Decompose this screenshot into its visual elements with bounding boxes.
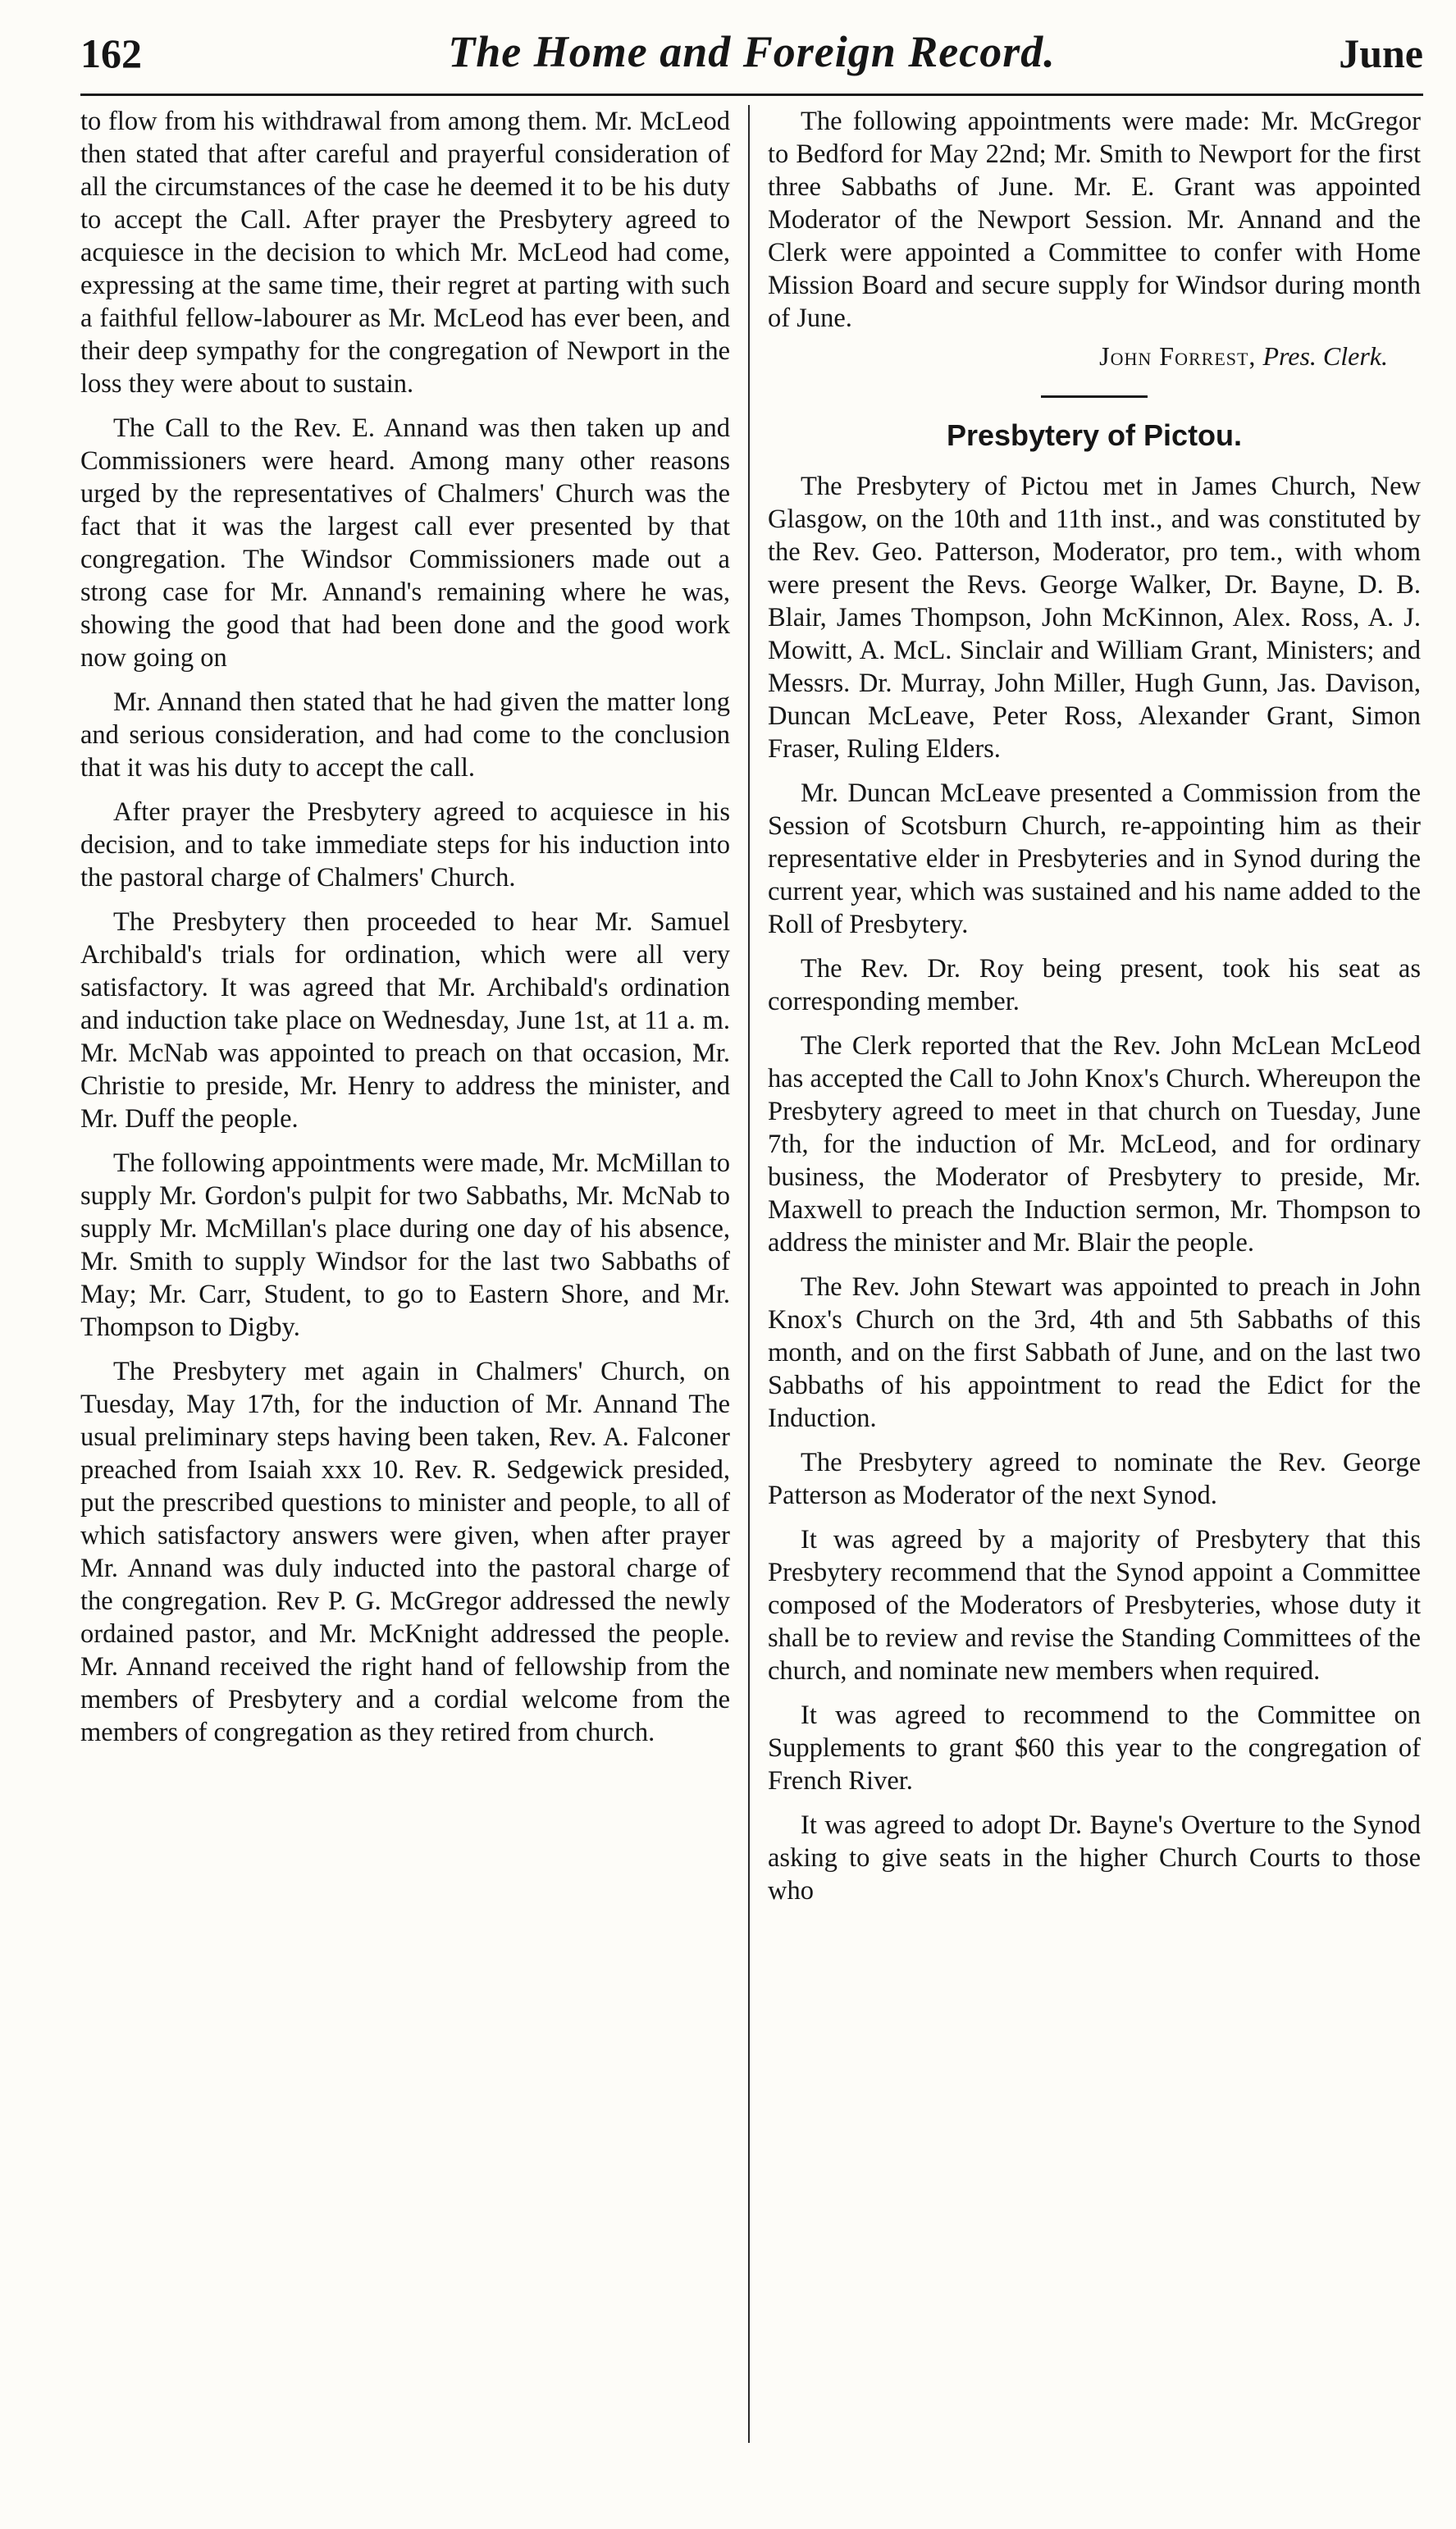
paragraph: After prayer the Presbytery agreed to acquiesce in his decision, and to take immediate steps for his induction into the pastoral charge of Chalmers' Church.: [80, 797, 730, 892]
paragraph: Mr. Duncan McLeave presented a Commission from the Session of Scotsburn Church, re-appointing him as their representative elder in Presbyteries and in Synod during the current year, which was sustained and his name added to the Roll of Presbytery.: [768, 778, 1421, 939]
signature-role: Pres. Clerk.: [1262, 341, 1388, 371]
section-heading: Presbytery of Pictou.: [946, 418, 1243, 452]
page-number: 162: [80, 30, 142, 76]
paragraph: It was agreed to recommend to the Committee on Supplements to grant $60 this year to the congregation of French River.: [768, 1700, 1421, 1796]
issue-month: June: [1339, 30, 1423, 76]
paragraph: The Presbytery met again in Chalmers' Church, on Tuesday, May 17th, for the induction of Mr. Annand The usual preliminary steps having been taken, Rev. A. Falconer preached from Isaiah xxx 10. Rev. R. Sedgewick presided, put the prescribed questions to minister and people, to all of which satisfactory answers were given, when after prayer Mr. Annand was duly inducted into the pastoral charge of the congregation. Rev P. G. McGregor addressed the newly ordained pastor, and Mr. McKnight addressed the people. Mr. Annand received the right hand of fellowship from the members of Presbytery and a cordial welcome from the members of congregation as they retired from church.: [80, 1357, 730, 1747]
paragraph: The Clerk reported that the Rev. John McLean McLeod has accepted the Call to John Knox's Church. Whereupon the Presbytery agreed to meet in that church on Tuesday, June 7th, for the induction of Mr. McLeod, and for ordinary business, the Moderator of Presbytery to preside, Mr. Maxwell to preach the Induction sermon, Mr. Thompson to address the minister and Mr. Blair the people.: [768, 1031, 1421, 1258]
paragraph: The Call to the Rev. E. Annand was then taken up and Commissioners were heard. Among many other reasons urged by the representatives of Chalmers' Church was the fact that it was the largest call ever presented by that congregation. The Windsor Commissioners made out a strong case for Mr. Annand's remaining where he was, showing the good that had been done and the good work now going on: [80, 413, 730, 673]
paragraph: The following appointments were made: Mr. McGregor to Bedford for May 22nd; Mr. Smith to Newport for the first three Sabbaths of June. Mr. E. Grant was appointed Moderator of the Newport Session. Mr. Annand and the Clerk were appointed a Committee to confer with Home Mission Board and secure supply for Windsor during month of June.: [768, 107, 1421, 333]
paragraph: The Presbytery agreed to nominate the Rev. George Patterson as Moderator of the next Synod.: [768, 1448, 1421, 1510]
signature: [768, 340, 1388, 372]
page-header: [80, 15, 1423, 96]
paragraph: The Presbytery of Pictou met in James Church, New Glasgow, on the 10th and 11th inst., and was constituted by the Rev. Geo. Patterson, Moderator, pro tem., with whom were present the Revs. George Walker, Dr. Bayne, D. B. Blair, James Thompson, John McKinnon, Alex. Ross, A. J. Mowitt, A. McL. Sinclair and William Grant, Ministers; and Messrs. Dr. Murray, John Miller, Hugh Gunn, Jas. Davison, Duncan McLeave, Peter Ross, Alexander Grant, Simon Fraser, Ruling Elders.: [768, 472, 1421, 764]
paragraph: The Presbytery then proceeded to hear Mr. Samuel Archibald's trials for ordination, which were all very satisfactory. It was agreed that Mr. Archibald's ordination and induction take place on Wednesday, June 1st, at 11 a. m. Mr. McNab was appointed to preach on that occasion, Mr. Christie to preside, Mr. Henry to address the minister, and Mr. Duff the people.: [80, 907, 730, 1134]
signature-name: John Forrest,: [1099, 341, 1257, 371]
journal-title: The Home and Foreign Record.: [448, 27, 1056, 76]
paragraph: It was agreed by a majority of Presbytery that this Presbytery recommend that the Synod appoint a Committee composed of the Moderators of Presbyteries, whose duty it shall be to review and revise the Standing Committees of the church, and nominate new members when required.: [768, 1525, 1421, 1686]
section-divider: [1041, 395, 1148, 398]
paragraph: The Rev. John Stewart was appointed to preach in John Knox's Church on the 3rd, 4th and 5th Sabbaths of this month, and on the first Sabbath of June, and on the last two Sabbaths of his appointment to read the Edict for the Induction.: [768, 1272, 1421, 1433]
paragraph: The Rev. Dr. Roy being present, took his seat as corresponding member.: [768, 954, 1421, 1016]
paragraph: It was agreed to adopt Dr. Bayne's Overture to the Synod asking to give seats in the higher Church Courts to those who: [768, 1810, 1421, 1906]
left-column: [80, 105, 730, 2443]
paragraph: Mr. Annand then stated that he had given the matter long and serious consideration, and had come to the conclusion that it was his duty to accept the call.: [80, 687, 730, 783]
column-divider: [748, 105, 750, 2443]
right-column: [768, 105, 1421, 2443]
paragraph: to flow from his withdrawal from among them. Mr. McLeod then stated that after careful and prayerful consideration of all the circumstances of the case he deemed it to be his duty to accept the Call. After prayer the Presbytery agreed to acquiesce in the decision to which Mr. McLeod had come, expressing at the same time, their regret at parting with such a faithful fellow-labourer as Mr. McLeod has ever been, and their deep sympathy for the congregation of Newport in the loss they were about to sustain.: [80, 107, 730, 399]
paragraph: The following appointments were made, Mr. McMillan to supply Mr. Gordon's pulpit for two Sabbaths, Mr. McNab to supply Mr. McMillan's place during one day of his absence, Mr. Smith to supply Windsor for the last two Sabbaths of May; Mr. Carr, Student, to go to Eastern Shore, and Mr. Thompson to Digby.: [80, 1148, 730, 1342]
